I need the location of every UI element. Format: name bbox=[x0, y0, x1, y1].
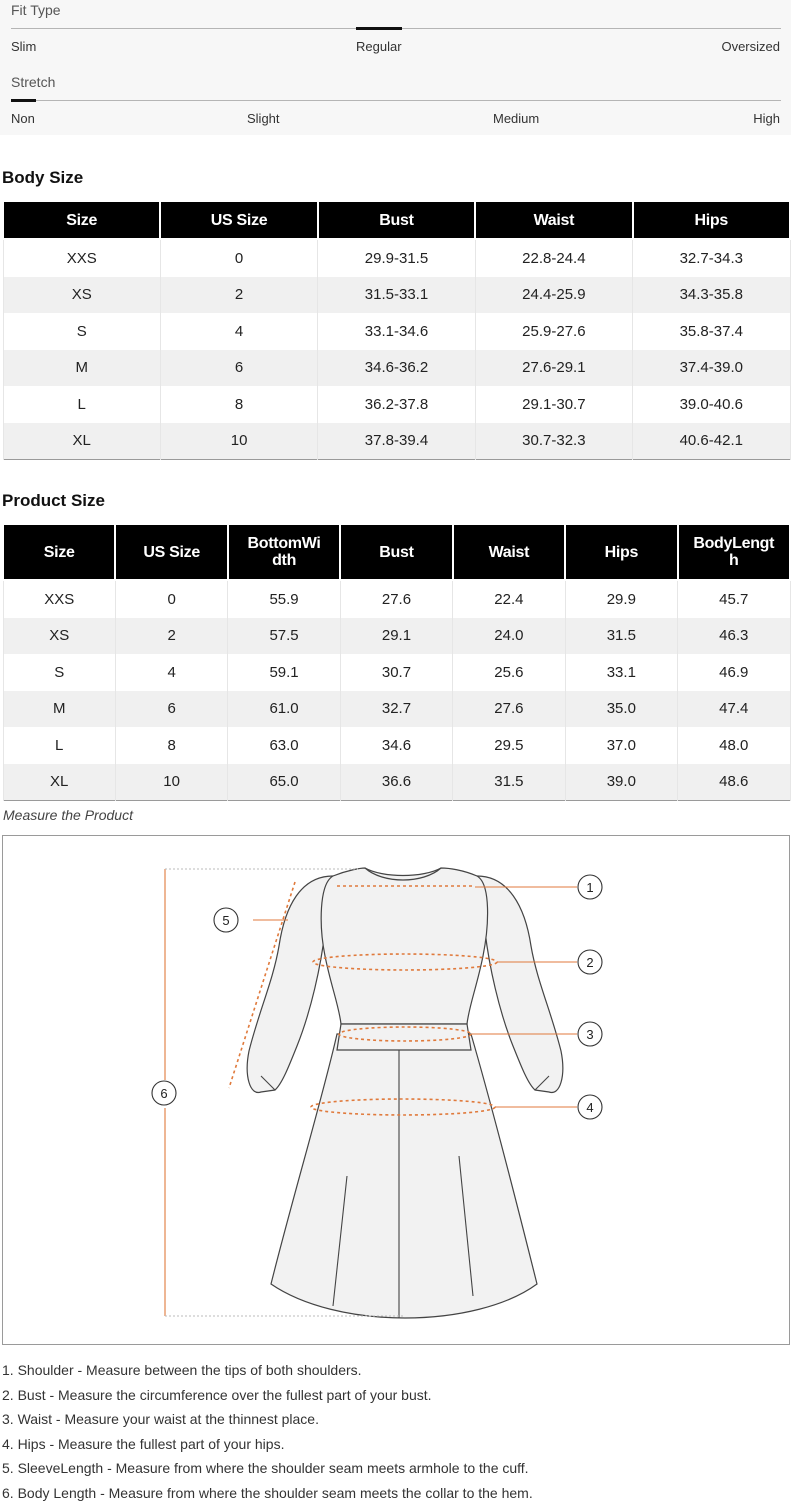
fit-type-option-slim: Slim bbox=[11, 39, 36, 54]
measure-caption: Measure the Product bbox=[3, 807, 133, 823]
product-size-cell: 25.6 bbox=[453, 654, 565, 691]
body-size-cell: S bbox=[3, 313, 160, 350]
product-size-cell: 27.6 bbox=[340, 580, 452, 618]
body-size-cell: XS bbox=[3, 277, 160, 314]
measure-diagram bbox=[2, 835, 790, 1345]
product-size-cell: 30.7 bbox=[340, 654, 452, 691]
marker-5: 5 bbox=[222, 913, 229, 928]
fit-type-option-oversized: Oversized bbox=[721, 39, 780, 54]
body-size-row bbox=[3, 277, 790, 314]
stretch-option-medium: Medium bbox=[493, 111, 539, 126]
body-size-cell: 34.3-35.8 bbox=[633, 277, 790, 314]
body-size-cell: 40.6-42.1 bbox=[633, 423, 790, 460]
body-size-cell: 2 bbox=[160, 277, 317, 314]
body-size-cell: 36.2-37.8 bbox=[318, 386, 475, 423]
product-size-row bbox=[3, 764, 790, 801]
product-size-cell: 6 bbox=[115, 691, 227, 728]
marker-6: 6 bbox=[160, 1086, 167, 1101]
body-size-cell: M bbox=[3, 350, 160, 387]
stretch-indicator bbox=[11, 99, 36, 102]
stretch-label: Stretch bbox=[11, 74, 55, 90]
body-size-header-row bbox=[3, 201, 790, 239]
body-size-cell: 29.9-31.5 bbox=[318, 239, 475, 277]
product-size-row bbox=[3, 654, 790, 691]
product-size-cell: 63.0 bbox=[228, 727, 340, 764]
body-size-cell: 25.9-27.6 bbox=[475, 313, 632, 350]
body-size-cell: 0 bbox=[160, 239, 317, 277]
body-size-cell: 30.7-32.3 bbox=[475, 423, 632, 460]
product-size-cell: 29.9 bbox=[565, 580, 677, 618]
product-size-cell: 27.6 bbox=[453, 691, 565, 728]
product-size-cell: XL bbox=[3, 764, 115, 801]
fit-type-option-regular: Regular bbox=[356, 39, 402, 54]
product-size-cell: 34.6 bbox=[340, 727, 452, 764]
body-size-header: Hips bbox=[633, 201, 790, 239]
measure-note: 6. Body Length - Measure from where the shoulder seam meets the collar to the hem. bbox=[2, 1481, 533, 1505]
product-size-header: Hips bbox=[565, 524, 677, 580]
product-size-header: Bust bbox=[340, 524, 452, 580]
body-size-row bbox=[3, 423, 790, 460]
body-size-cell: 10 bbox=[160, 423, 317, 460]
product-size-header-row bbox=[3, 524, 790, 580]
body-size-cell: 37.4-39.0 bbox=[633, 350, 790, 387]
product-size-cell: 29.1 bbox=[340, 618, 452, 655]
marker-1: 1 bbox=[586, 880, 593, 895]
body-size-cell: 33.1-34.6 bbox=[318, 313, 475, 350]
fit-type-indicator bbox=[356, 27, 402, 30]
body-size-cell: L bbox=[3, 386, 160, 423]
product-size-cell: XS bbox=[3, 618, 115, 655]
body-size-table bbox=[2, 200, 791, 460]
product-size-cell: 24.0 bbox=[453, 618, 565, 655]
body-size-cell: XL bbox=[3, 423, 160, 460]
product-size-cell: M bbox=[3, 691, 115, 728]
product-size-row bbox=[3, 727, 790, 764]
body-size-header: Waist bbox=[475, 201, 632, 239]
product-size-title: Product Size bbox=[2, 491, 105, 511]
measure-note: 3. Waist - Measure your waist at the thinnest place. bbox=[2, 1407, 533, 1432]
product-size-cell: 2 bbox=[115, 618, 227, 655]
body-size-cell: 39.0-40.6 bbox=[633, 386, 790, 423]
product-size-header: Waist bbox=[453, 524, 565, 580]
product-size-cell: S bbox=[3, 654, 115, 691]
product-size-cell: 31.5 bbox=[453, 764, 565, 801]
product-size-header: US Size bbox=[115, 524, 227, 580]
body-size-cell: 8 bbox=[160, 386, 317, 423]
product-size-cell: 22.4 bbox=[453, 580, 565, 618]
body-size-header: US Size bbox=[160, 201, 317, 239]
body-size-row bbox=[3, 350, 790, 387]
product-size-table bbox=[2, 523, 791, 801]
product-size-header: BodyLengt h bbox=[678, 524, 790, 580]
stretch-option-non: Non bbox=[11, 111, 35, 126]
product-size-cell: 61.0 bbox=[228, 691, 340, 728]
product-size-cell: 46.3 bbox=[678, 618, 790, 655]
body-size-row bbox=[3, 239, 790, 277]
marker-3: 3 bbox=[586, 1027, 593, 1042]
measure-note: 1. Shoulder - Measure between the tips of both shoulders. bbox=[2, 1358, 533, 1383]
dress-illustration bbox=[3, 836, 789, 1344]
body-size-cell: 37.8-39.4 bbox=[318, 423, 475, 460]
product-size-cell: 29.5 bbox=[453, 727, 565, 764]
product-size-cell: 57.5 bbox=[228, 618, 340, 655]
stretch-track bbox=[11, 100, 781, 101]
dress-outline bbox=[247, 868, 563, 1318]
measure-note: 2. Bust - Measure the circumference over the fullest part of your bust. bbox=[2, 1383, 533, 1408]
product-size-cell: 48.6 bbox=[678, 764, 790, 801]
body-size-cell: 4 bbox=[160, 313, 317, 350]
measure-note: 4. Hips - Measure the fullest part of your hips. bbox=[2, 1432, 533, 1457]
body-size-cell: 22.8-24.4 bbox=[475, 239, 632, 277]
body-size-cell: 31.5-33.1 bbox=[318, 277, 475, 314]
marker-2: 2 bbox=[586, 955, 593, 970]
body-size-cell: XXS bbox=[3, 239, 160, 277]
body-size-cell: 32.7-34.3 bbox=[633, 239, 790, 277]
measure-note: 5. SleeveLength - Measure from where the shoulder seam meets armhole to the cuff. bbox=[2, 1456, 533, 1481]
product-size-cell: 35.0 bbox=[565, 691, 677, 728]
body-size-header: Bust bbox=[318, 201, 475, 239]
body-size-cell: 35.8-37.4 bbox=[633, 313, 790, 350]
body-size-cell: 27.6-29.1 bbox=[475, 350, 632, 387]
product-size-cell: 36.6 bbox=[340, 764, 452, 801]
fit-panel bbox=[0, 0, 791, 135]
product-size-cell: 39.0 bbox=[565, 764, 677, 801]
stretch-option-high: High bbox=[753, 111, 780, 126]
product-size-row bbox=[3, 618, 790, 655]
product-size-cell: XXS bbox=[3, 580, 115, 618]
product-size-cell: 10 bbox=[115, 764, 227, 801]
body-size-row bbox=[3, 386, 790, 423]
product-size-cell: 65.0 bbox=[228, 764, 340, 801]
product-size-cell: 45.7 bbox=[678, 580, 790, 618]
marker-4: 4 bbox=[586, 1100, 593, 1115]
stretch-option-slight: Slight bbox=[247, 111, 280, 126]
body-size-row bbox=[3, 313, 790, 350]
body-size-cell: 24.4-25.9 bbox=[475, 277, 632, 314]
body-size-cell: 29.1-30.7 bbox=[475, 386, 632, 423]
fit-type-label: Fit Type bbox=[11, 2, 61, 18]
product-size-cell: 59.1 bbox=[228, 654, 340, 691]
measure-notes bbox=[2, 1358, 533, 1505]
product-size-cell: 32.7 bbox=[340, 691, 452, 728]
product-size-cell: 37.0 bbox=[565, 727, 677, 764]
product-size-row bbox=[3, 580, 790, 618]
product-size-cell: 31.5 bbox=[565, 618, 677, 655]
body-size-cell: 34.6-36.2 bbox=[318, 350, 475, 387]
product-size-cell: L bbox=[3, 727, 115, 764]
product-size-row bbox=[3, 691, 790, 728]
product-size-cell: 33.1 bbox=[565, 654, 677, 691]
product-size-cell: 4 bbox=[115, 654, 227, 691]
product-size-cell: 48.0 bbox=[678, 727, 790, 764]
product-size-cell: 55.9 bbox=[228, 580, 340, 618]
product-size-header: BottomWi dth bbox=[228, 524, 340, 580]
body-size-cell: 6 bbox=[160, 350, 317, 387]
body-size-header: Size bbox=[3, 201, 160, 239]
body-size-title: Body Size bbox=[2, 168, 83, 188]
product-size-cell: 0 bbox=[115, 580, 227, 618]
product-size-cell: 8 bbox=[115, 727, 227, 764]
product-size-header: Size bbox=[3, 524, 115, 580]
product-size-cell: 47.4 bbox=[678, 691, 790, 728]
product-size-cell: 46.9 bbox=[678, 654, 790, 691]
